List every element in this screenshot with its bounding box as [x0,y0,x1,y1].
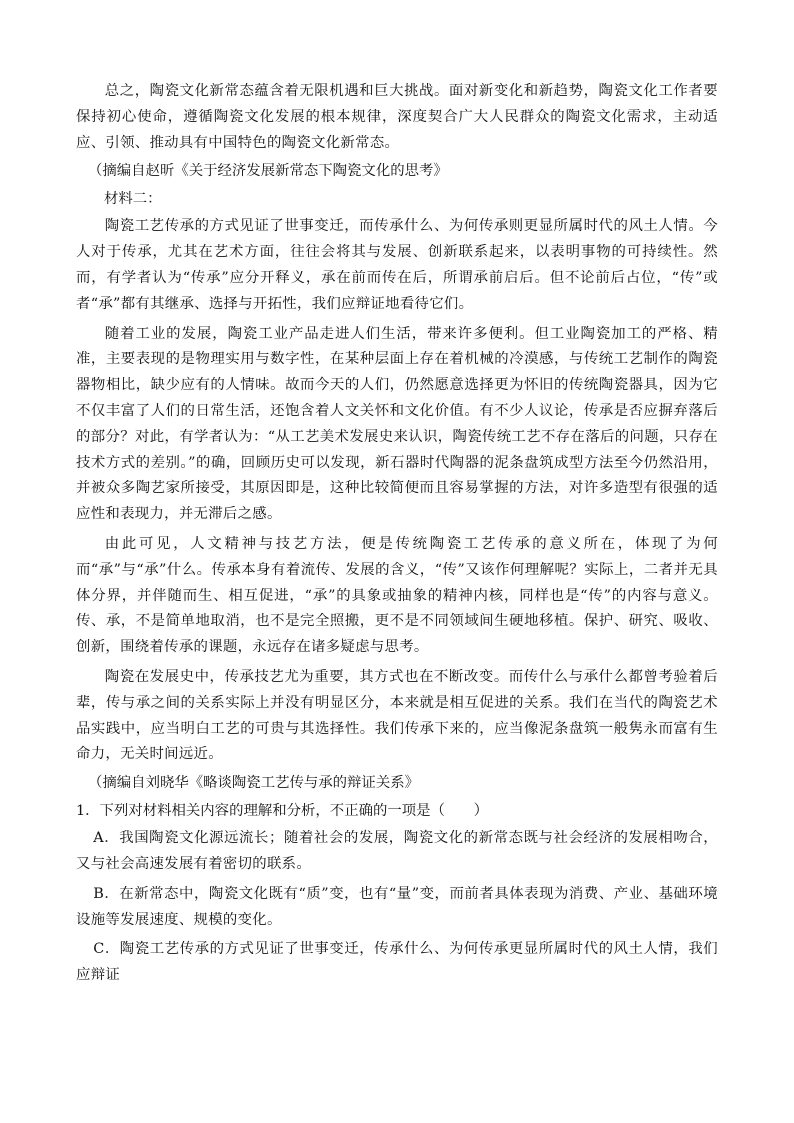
paragraph-industrial: 随着工业的发展，陶瓷工业产品走进人们生活，带来许多便利。但工业陶瓷加工的严格、精准，主要表现的是物理实用与数字性，在某种层面上存在着机械的冷漠感，与传统工艺制作的陶瓷器物相比，缺少应有的人情味。故而今天的人们，仍然愿意选择更为怀旧的传统陶瓷器具，因为它不仅丰富了人们的日常生活，还饱含着人文关怀和文化价值。有不少人议论，传承是否应摒弃落后的部分？对此，有学者认为：“从工艺美术发展史来认识，陶瓷传统工艺不存在落后的问题，只存在技术方式的差别。”的确，回顾历史可以发现，新石器时代陶器的泥条盘筑成型方法至今仍然沿用，并被众多陶艺家所接受，其原因即是，这种比较简便而且容易掌握的方法，对许多造型有很强的适应性和表现力，并无滞后之感。 [76,325,718,523]
material-2-label: 材料二： [104,191,162,208]
source-citation-1: （摘编自赵昕《关于经济发展新常态下陶瓷文化的思考》 [88,163,448,180]
question-1-option-b: B．在新常态中，陶瓷文化既有“质”变，也有“量”变，而前者具体表现为消费、产业、基础环境设施等发展速度、规模的变化。 [76,885,718,928]
paragraph-material2-intro: 陶瓷工艺传承的方式见证了世事变迁，而传承什么、为何传承则更显所属时代的风土人情。今人对于传承，尤其在艺术方面，往往会将其与发展、创新联系起来，以表明事物的可持续性。然而，有学者认为“传承”应分开释义，承在前而传在后，所谓承前启后。但不论前后占位，“传”或者“承”都有其继承、选择与开拓性，我们应辩证地看待它们。 [76,218,718,312]
question-1-option-a: A．我国陶瓷文化源远流长；随着社会的发展，陶瓷文化的新常态既与社会经济的发展相吻合，又与社会高速发展有着密切的联系。 [76,830,718,872]
source-citation-2: （摘编自刘晓华《略谈陶瓷工艺传与承的辩证关系》 [88,775,419,792]
paragraph-conclusion: 总之，陶瓷文化新常态蕴含着无限机遇和巨大挑战。面对新变化和新趋势，陶瓷文化工作者要保持初心使命，遵循陶瓷文化发展的根本规律，深度契合广大人民群众的陶瓷文化需求，主动适应、引领、推动具有中国特色的陶瓷文化新常态。 [76,83,718,151]
question-1-option-c: C．陶瓷工艺传承的方式见证了世事变迁，传承什么、为何传承更显所属时代的风土人情，我们应辩证 [76,941,718,984]
paragraph-history: 陶瓷在发展史中，传承技艺尤为重要，其方式也在不断改变。而传什么与承什么都曾考验着后辈，传与承之间的关系实际上并没有明显区分，本来就是相互促进的关系。我们在当代的陶瓷艺术品实践中，应当明白工艺的可贵与其选择性。我们传承下来的，应当像泥条盘筑一般隽永而富有生命力，无关时间远近。 [76,668,718,763]
document-page [76,79,718,989]
paragraph-meaning: 由此可见，人文精神与技艺方法，便是传统陶瓷工艺传承的意义所在，体现了为何而“承”与“承”什么。传承本身有着流传、发展的含义，“传”又该作何理解呢？实际上，二者并无具体分界，并伴随而生、相互促进，“承”的具象或抽象的精神内核，同样也是“传”的内容与意义。传、承，不是简单地取消，也不是完全照搬，更不是不同领域间生硬地移植。保护、研究、吸收、创新，围绕着传承的课题，永远存在诸多疑虑与思考。 [76,535,718,656]
question-1-stem: 1．下列对材料相关内容的理解和分析，不正确的一项是（ ） [76,803,489,820]
